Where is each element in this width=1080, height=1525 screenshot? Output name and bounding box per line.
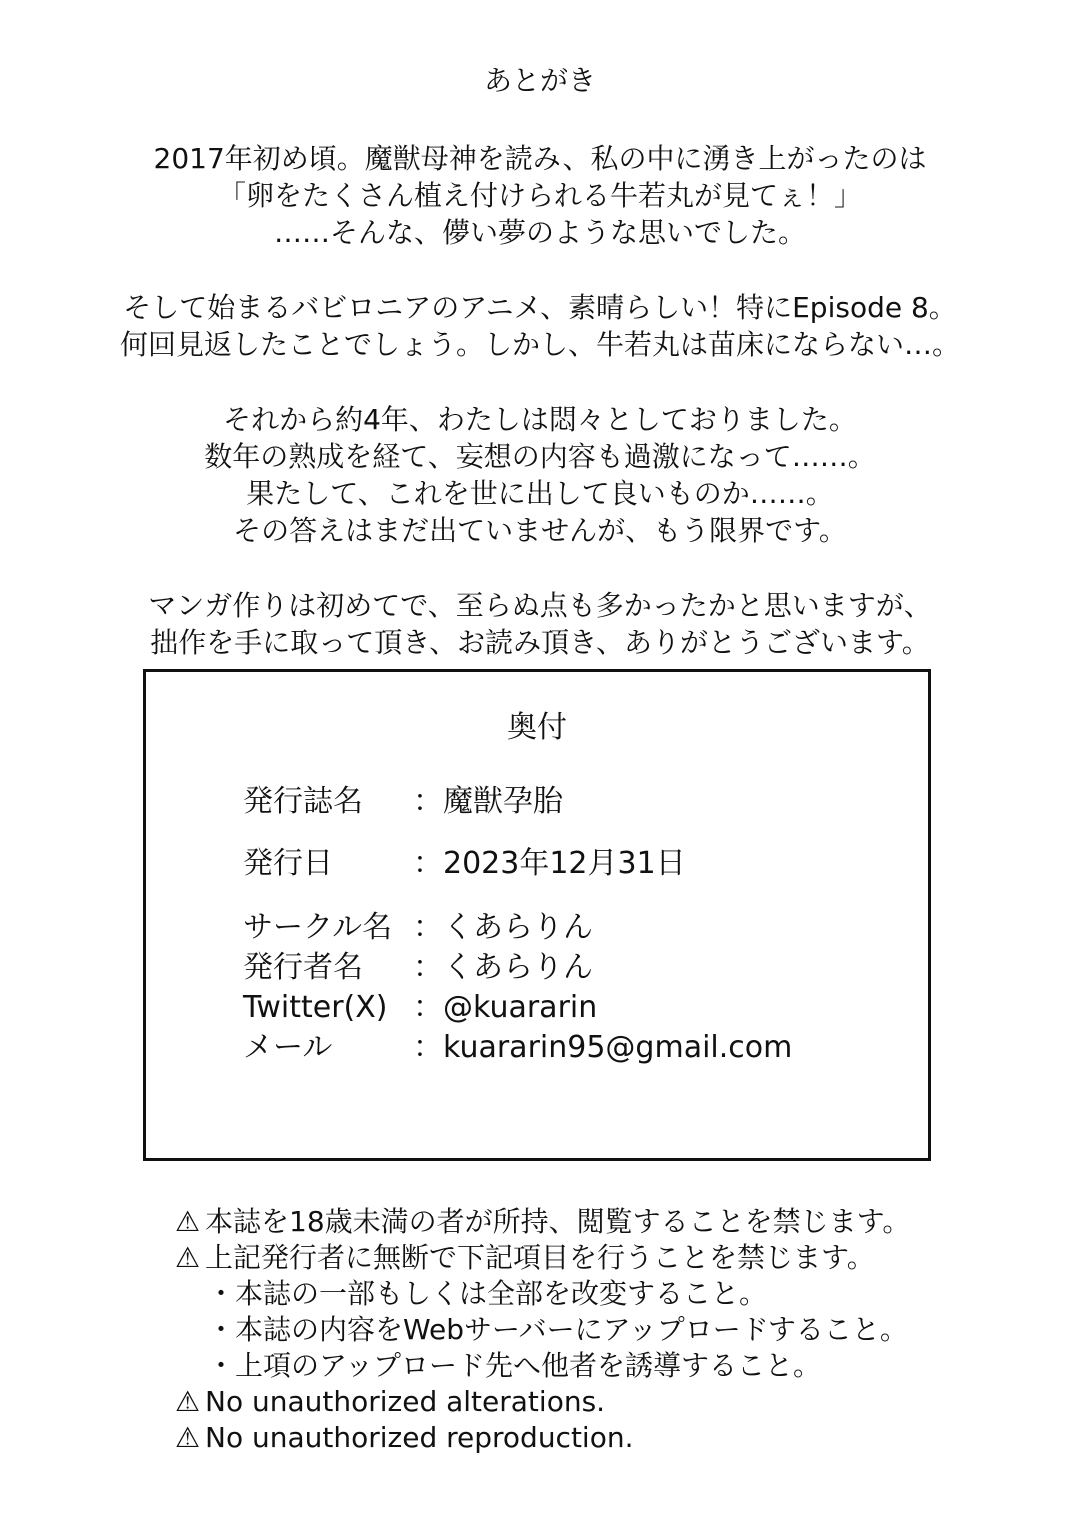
colophon-field-email bbox=[243, 1028, 792, 1068]
colophon-field-publisher bbox=[243, 948, 593, 988]
afterword-line: 2017年初め頃。魔獣母神を読み、私の中に湧き上がったのは bbox=[153, 142, 927, 175]
notice-text: 本誌の一部もしくは全部を改変すること。 bbox=[235, 1277, 768, 1310]
notice-item bbox=[175, 1240, 1035, 1276]
warning-icon: ⚠ bbox=[175, 1241, 201, 1274]
colophon-title: 奥付 bbox=[507, 710, 567, 745]
field-value: @kuararin bbox=[443, 990, 598, 1025]
warning-icon: ⚠ bbox=[175, 1421, 201, 1454]
notice-item-english bbox=[175, 1420, 1035, 1456]
afterword-section bbox=[0, 62, 1080, 699]
colophon-field-publication bbox=[243, 782, 563, 822]
field-value: 2023年12月31日 bbox=[443, 846, 686, 881]
afterword-line: 拙作を手に取って頂き、お読み頂き、ありがとうございます。 bbox=[150, 626, 930, 659]
afterword-line: その答えはまだ出ていませんが、もう限界です。 bbox=[233, 514, 847, 547]
afterword-line: マンガ作りは初めてで、至らぬ点も多かったかと思いますが、 bbox=[148, 589, 932, 622]
notice-sub-item bbox=[175, 1348, 1035, 1384]
afterword-paragraph bbox=[0, 401, 1080, 549]
afterword-line: 「卵をたくさん植え付けられる牛若丸が見てぇ！」 bbox=[217, 179, 862, 212]
afterword-line: そして始まるバビロニアのアニメ、素晴らしい！特にEpisode 8。 bbox=[123, 291, 957, 324]
field-value: 魔獣孕胎 bbox=[443, 784, 563, 819]
field-colon: ： bbox=[413, 1030, 443, 1065]
bullet-icon: ・ bbox=[207, 1313, 236, 1346]
afterword-line: 数年の熟成を経て、妄想の内容も過激になって……。 bbox=[204, 440, 876, 473]
notice-sub-item bbox=[175, 1276, 1035, 1312]
afterword-line: 何回見返したことでしょう。しかし、牛若丸は苗床にならない…。 bbox=[119, 328, 960, 361]
notice-text: 本誌を18歳未満の者が所持、閲覧することを禁じます。 bbox=[205, 1205, 911, 1238]
afterword-title: あとがき bbox=[483, 64, 596, 97]
field-value: kuararin95@gmail.com bbox=[443, 1030, 793, 1065]
afterword-paragraph bbox=[0, 587, 1080, 661]
notice-text: 本誌の内容をWebサーバーにアップロードすること。 bbox=[235, 1313, 908, 1346]
field-label: サークル名 bbox=[243, 910, 393, 945]
field-label: Twitter(X) bbox=[243, 990, 388, 1025]
notice-item-english bbox=[175, 1384, 1035, 1420]
notice-text: 上記発行者に無断で下記項目を行うことを禁じます。 bbox=[205, 1241, 875, 1274]
afterword-line: それから約4年、わたしは悶々としておりました。 bbox=[223, 403, 857, 436]
colophon-field-date bbox=[243, 844, 686, 884]
field-value: くあらりん bbox=[443, 910, 593, 945]
warning-icon: ⚠ bbox=[175, 1205, 201, 1238]
notice-text: No unauthorized reproduction. bbox=[205, 1421, 634, 1454]
warning-icon: ⚠ bbox=[175, 1385, 201, 1418]
bullet-icon: ・ bbox=[207, 1349, 236, 1382]
afterword-paragraph bbox=[0, 140, 1080, 251]
field-colon: ： bbox=[413, 990, 443, 1025]
notice-item bbox=[175, 1204, 1035, 1240]
colophon-box bbox=[143, 669, 931, 1161]
notice-text: 上項のアップロード先へ他者を誘導すること。 bbox=[235, 1349, 822, 1382]
colophon-field-circle bbox=[243, 908, 593, 948]
field-colon: ： bbox=[413, 950, 443, 985]
field-colon: ： bbox=[413, 784, 443, 819]
colophon-field-twitter bbox=[243, 988, 597, 1028]
field-label: 発行者名 bbox=[243, 950, 363, 985]
notice-text: No unauthorized alterations. bbox=[205, 1385, 606, 1418]
afterword-line: ……そんな、儚い夢のような思いでした。 bbox=[273, 216, 806, 249]
field-value: くあらりん bbox=[443, 950, 593, 985]
field-label: 発行誌名 bbox=[243, 784, 363, 819]
field-label: メール bbox=[243, 1030, 333, 1065]
field-colon: ： bbox=[413, 846, 443, 881]
field-label: 発行日 bbox=[243, 846, 333, 881]
afterword-line: 果たして、これを世に出して良いものか……。 bbox=[246, 477, 834, 510]
notice-sub-item bbox=[175, 1312, 1035, 1348]
field-colon: ： bbox=[413, 910, 443, 945]
notices-section bbox=[175, 1204, 1035, 1456]
afterword-paragraph bbox=[0, 289, 1080, 363]
bullet-icon: ・ bbox=[207, 1277, 236, 1310]
